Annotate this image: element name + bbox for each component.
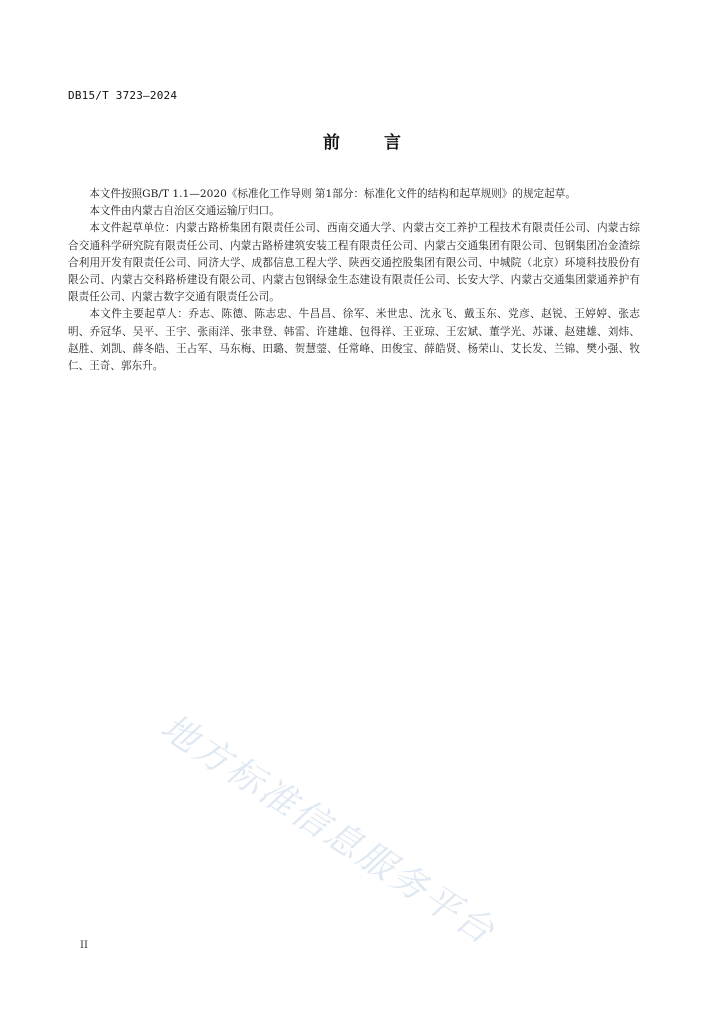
paragraph-drafting-units: 本文件起草单位：内蒙古路桥集团有限责任公司、西南交通大学、内蒙古交工养护工程技术有限责任公司、内蒙古综合交通科学研究院有限责任公司、内蒙古路桥建筑安装工程有限责任公司、内蒙古交通集团有限公司、包钢集团冶金渣综合利用开发有限责任公司、同济大学、成都信息工程大学、陕西交通控股集团有限公司、中城院（北京）环境科技股份有限公司、内蒙古交科路桥建设有限公司、内蒙古包钢绿金生态建设有限责任公司、长安大学、内蒙古交通集团蒙通养护有限责任公司、内蒙古数字交通有限责任公司。: [68, 222, 640, 304]
document-code: DB15/T 3723—2024: [68, 89, 178, 102]
paragraph-responsible-authority: 本文件由内蒙古自治区交通运输厅归口。: [89, 205, 280, 218]
foreword-body: [68, 186, 640, 375]
paragraph-main-drafters: 本文件主要起草人：乔志、陈德、陈志忠、牛昌昌、徐军、米世忠、沈永飞、戴玉东、党彦、赵锐、王婷婷、张志明、乔冠华、吴平、王宇、张雨洋、张聿登、韩雷、许建雄、包得祥、王亚琼、王宏斌、董学光、苏谦、赵建雄、刘炜、赵胜、刘凯、薛冬皓、王占军、马东梅、田璐、贺慧蓥、任常峰、田俊宝、薛皓贤、杨荣山、艾长发、兰锦、樊小强、牧仁、王奇、郭东升。: [68, 308, 640, 373]
title-char-2: 言: [384, 133, 401, 153]
watermark: 地方标准信息服务平台: [153, 706, 503, 954]
page-title: [0, 128, 724, 153]
paragraph-drafting-rules: 本文件按照GB/T 1.1—2020《标准化工作导则 第1部分：标准化文件的结构和起草规则》的规定起草。: [89, 188, 576, 200]
page-number: II: [80, 940, 88, 951]
title-char-1: 前: [323, 133, 340, 153]
